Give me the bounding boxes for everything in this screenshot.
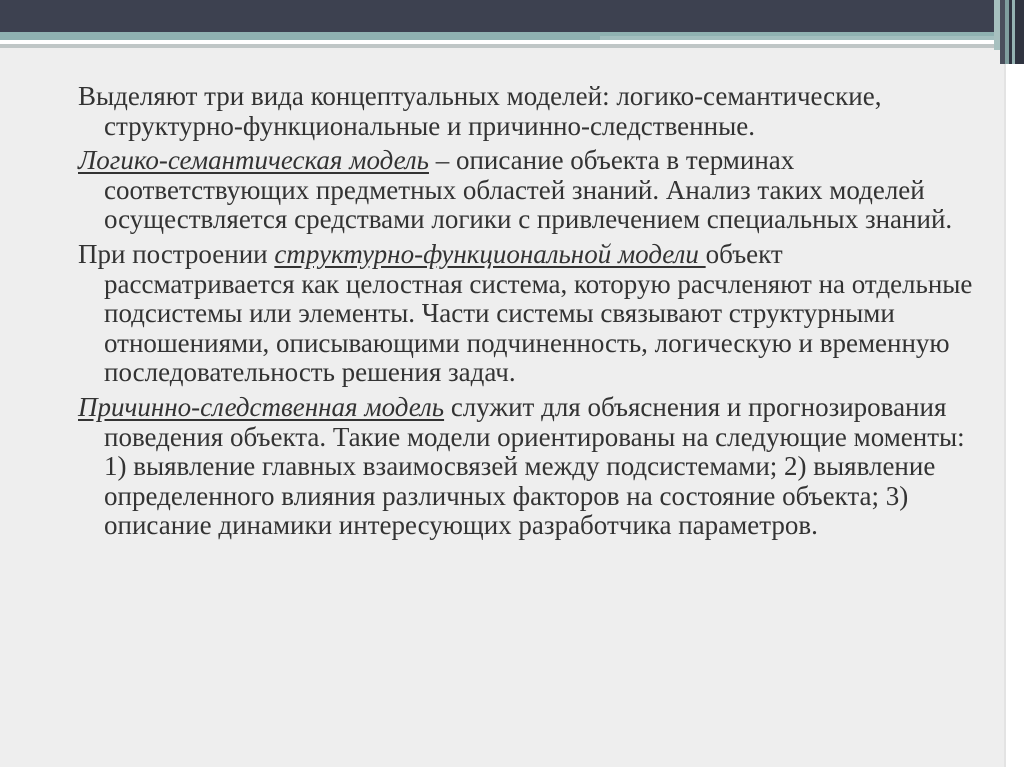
paragraph-text: служит для объяснения и прогнозирования поведения объекта. Такие модели ориентированы на следующие моменты: 1) выявление главных взаимосвязей между подсистемами; 2) выявление определенного влияния различных факторов на состояние объекта; 3) описание динамики интересующих разработчика параметров.: [104, 391, 965, 541]
paragraph-cause-effect: [78, 393, 978, 541]
term-logical-semantic-model: Логико-семантическая модель: [78, 145, 429, 176]
paragraph-structural-functional: [78, 240, 978, 388]
paragraph-text: – описание объекта в терминах соответствующих предметных областей знаний. Анализ таких моделей осуществляется средствами логики с привлечением специальных знаний.: [104, 145, 953, 235]
term-structural-functional-model: структурно-функциональной модели: [274, 238, 706, 269]
slide-body: [78, 82, 978, 546]
right-margin: [1006, 64, 1024, 767]
paragraph-text: Выделяют три вида концептуальных моделей: логико-семантические, структурно-функциональные и причинно-следственные.: [78, 81, 882, 141]
header-divider-shadow: [0, 44, 1000, 48]
paragraph-logical-semantic: [78, 146, 978, 235]
paragraph-intro: [78, 82, 978, 141]
paragraph-text: объект рассматривается как целостная система, которую расчленяют на отдельные подсистемы или элементы. Части системы связывают структурными отношениями, описывающими подчиненность, логическую и временную последовательность решения задач.: [104, 238, 973, 388]
header-bar: [0, 0, 1000, 32]
paragraph-lead: При построении: [78, 238, 275, 269]
corner-accent: [1012, 0, 1015, 64]
term-cause-effect-model: Причинно-следственная модель: [78, 391, 445, 422]
